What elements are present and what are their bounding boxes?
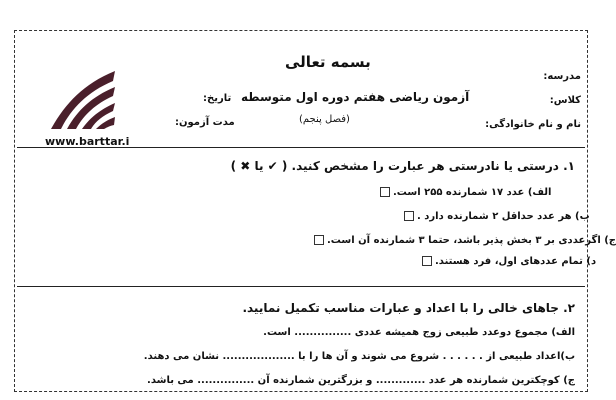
list-item: ج) اگرعددی بر ۳ بخش پذیر باشد، حتما ۳ شمارنده آن است. [311,235,616,246]
exam-title: آزمون ریاضی هفتم دوره اول متوسطه [241,90,470,104]
basmala: بسمه تعالی [285,53,371,71]
chapter-label: (فصل پنجم) [299,114,350,125]
student-name-label: نام و نام خانوادگی: [485,119,581,130]
checkbox[interactable] [404,211,414,221]
school-label: مدرسه: [543,71,581,82]
date-label: تاریخ: [203,93,232,104]
list-item: الف) مجموع دوعدد طبیعی زوج همیشه عددی ............... است. [263,327,575,338]
checkbox[interactable] [380,187,390,197]
checkbox[interactable] [314,235,324,245]
list-item: د) تمام عددهای اول، فرد هستند. [419,256,596,267]
class-label: کلاس: [549,95,581,106]
exam-sheet [17,33,616,400]
checkbox[interactable] [422,256,432,266]
website-text: www.barttar.i [45,135,130,148]
section1-title: ۱. درستی یا نادرستی هر عبارت را مشخص کنید. ( ✔ یا ✖ ) [230,159,575,173]
list-item: ب)اعداد طبیعی از . . . . . . شروع می شوند و آن ها را با ................... نشان می دهند. [143,351,575,362]
list-item: ب) هر عدد حداقل ۲ شمارنده دارد . [401,211,590,222]
barttar-logo-icon [45,59,117,131]
section2-title: ۲. جاهای خالی را با اعداد و عبارات مناسب تکمیل نمایید. [242,301,575,315]
duration-label: مدت آزمون: [175,117,235,128]
list-item: الف) عدد ۱۷ شمارنده ۲۵۵ است. [377,187,552,198]
exam-header [17,33,585,148]
list-item: ج) کوچکترین شمارنده هر عدد ............. و بزرگترین شمارنده آن ............... می باشد. [147,375,575,386]
section-divider [17,286,585,287]
